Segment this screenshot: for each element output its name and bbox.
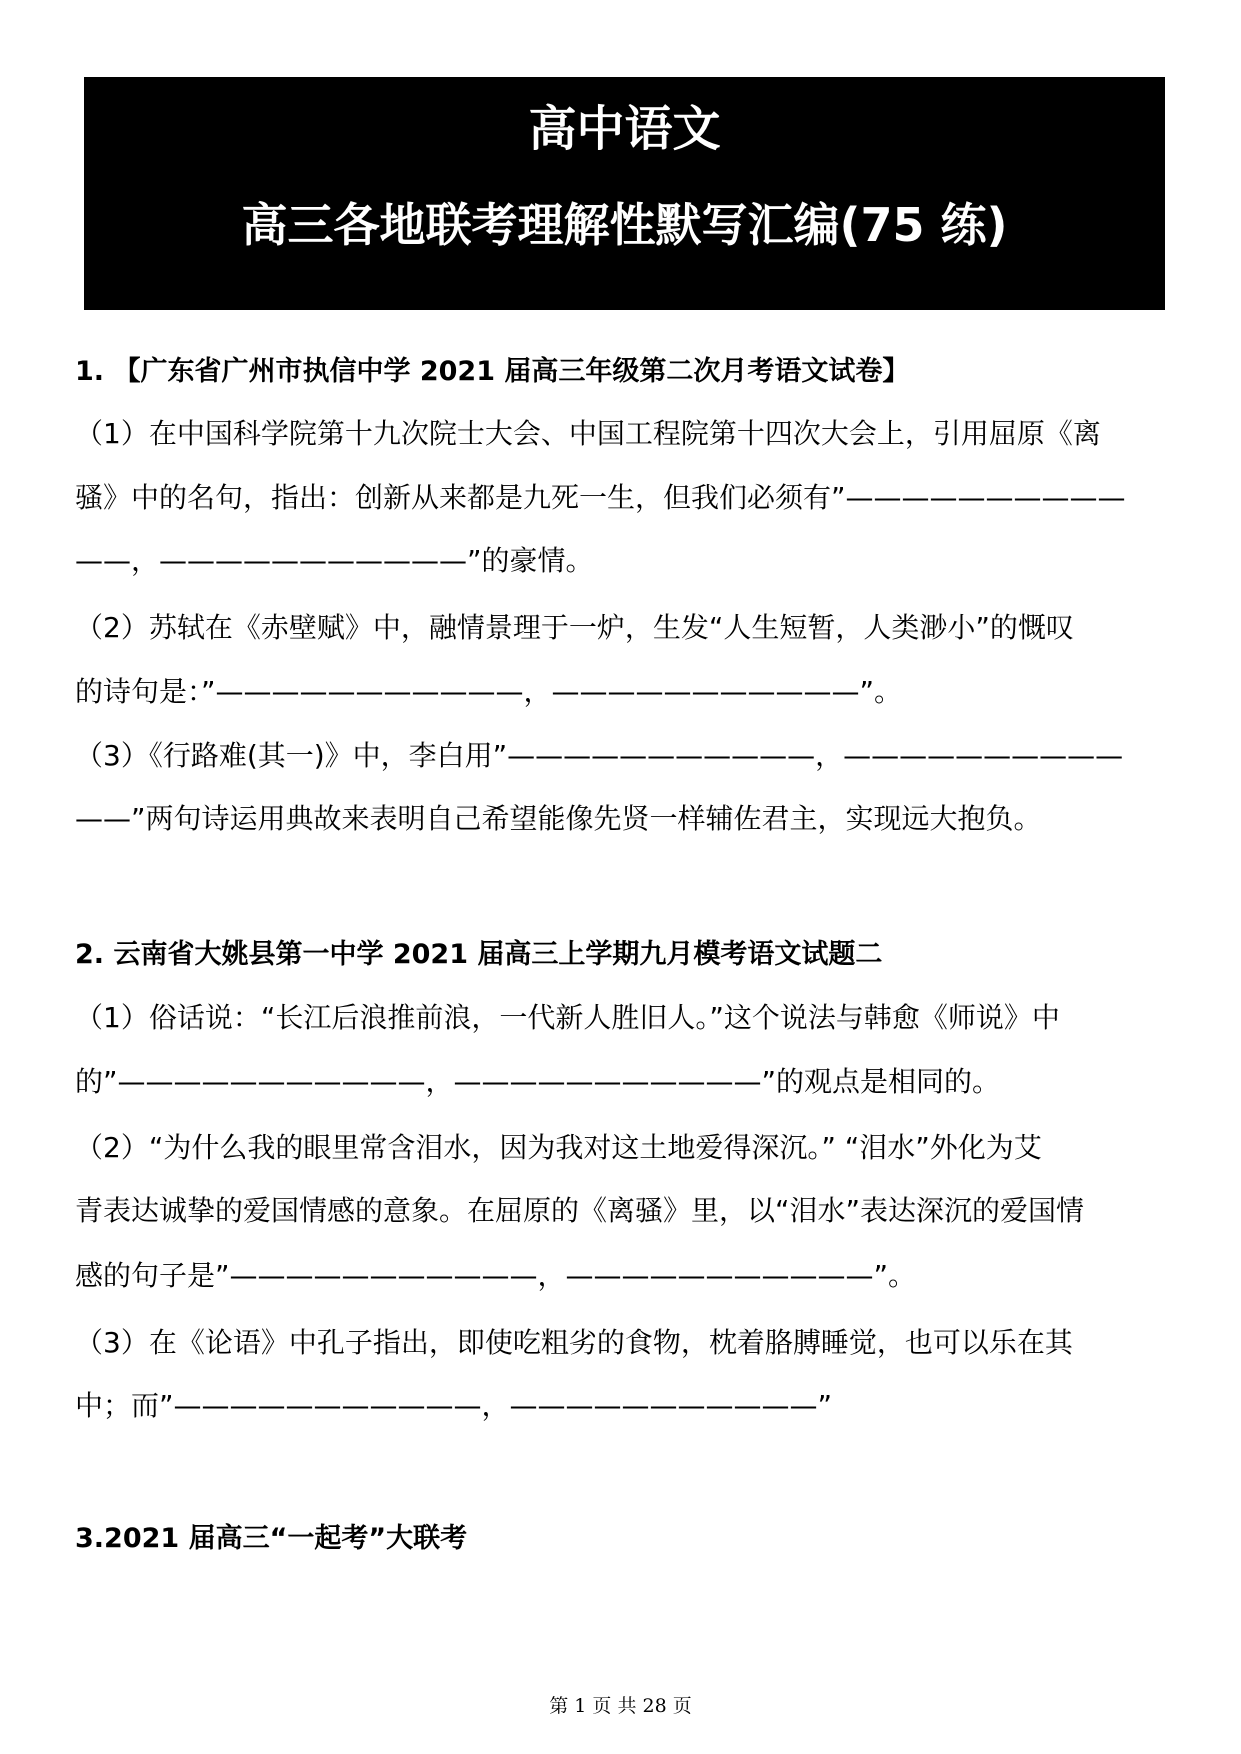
page-number: 第 1 页 共 28 页 <box>549 1695 692 1717</box>
section-1-line: （1）在中国科学院第十九次院士大会、中国工程院第十四次大会上，引用屈原《离 <box>75 417 1101 450</box>
section-2-line: 感的句子是”———————————，———————————”。 <box>75 1259 917 1292</box>
subject-title: 高中语文 <box>528 101 721 157</box>
section-2-line: 的”———————————，———————————”的观点是相同的。 <box>75 1065 1001 1098</box>
section-1-heading: 1. 【广东省广州市执信中学 2021 届高三年级第二次月考语文试卷】 <box>75 356 910 387</box>
section-1-line: 的诗句是：”———————————，———————————”。 <box>75 675 903 708</box>
section-1-line: ——”两句诗运用典故来表明自己希望能像先贤一样辅佐君主，实现远大抱负。 <box>75 802 1042 835</box>
section-2-line: 青表达诚挚的爱国情感的意象。在屈原的《离骚》里，以“泪水”表达深沉的爱国情 <box>75 1194 1085 1227</box>
section-2-line: （1）俗话说：“长江后浪推前浪，一代新人胜旧人。”这个说法与韩愈《师说》中 <box>75 1001 1060 1034</box>
title-banner <box>84 77 1165 310</box>
section-2-line: （3）在《论语》中孔子指出，即使吃粗劣的食物，枕着胳膊睡觉，也可以乐在其 <box>75 1326 1073 1359</box>
section-1-line: ——，———————————”的豪情。 <box>75 544 594 577</box>
section-2-line: （2）“为什么我的眼里常含泪水，因为我对这土地爱得深沉。” “泪水”外化为艾 <box>75 1131 1042 1164</box>
section-1-line: （2）苏轼在《赤壁赋》中，融情景理于一炉，生发“人生短暂，人类渺小”的慨叹 <box>75 611 1074 644</box>
section-2-heading: 2. 云南省大姚县第一中学 2021 届高三上学期九月模考语文试题二 <box>75 939 883 970</box>
section-1-line: 骚》中的名句，指出：创新从来都是九死一生，但我们必须有”—————————— <box>75 481 1126 514</box>
section-3-heading: 3.2021 届高三“一起考”大联考 <box>75 1523 468 1554</box>
section-1-line: （3）《行路难(其一)》中，李白用”———————————，—————————— <box>75 739 1124 772</box>
section-2-line: 中；而”———————————，———————————” <box>75 1389 833 1422</box>
document-title: 高三各地联考理解性默写汇编(75 练) <box>241 198 1008 252</box>
